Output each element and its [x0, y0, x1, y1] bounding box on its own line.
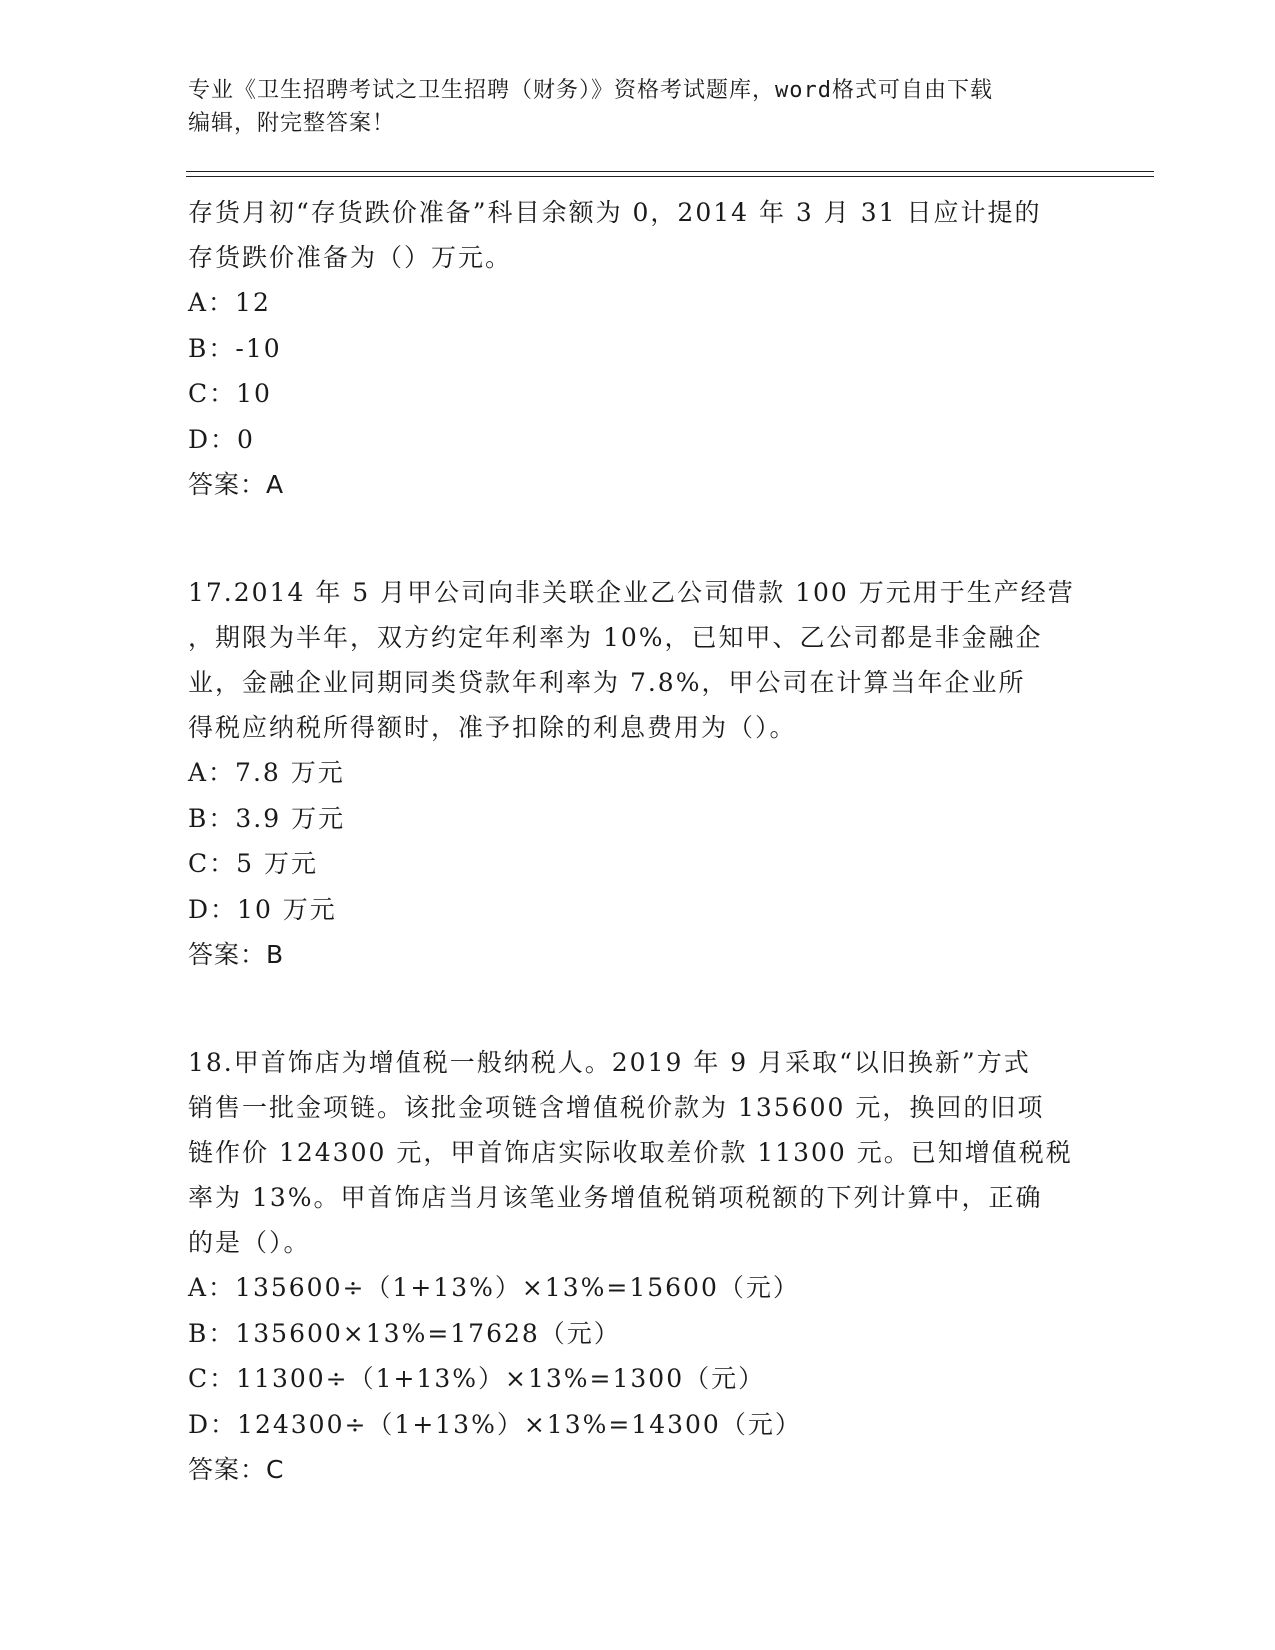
- spacer: [188, 507, 1078, 552]
- answer: 答案：B: [188, 940, 285, 969]
- option-c: C：11300÷（1+13%）×13%=1300（元）: [188, 1364, 766, 1393]
- option-b: B：-10: [188, 333, 282, 363]
- header-divider-bottom: [186, 176, 1154, 177]
- header-divider-top: [186, 171, 1154, 172]
- option-a: A：12: [188, 288, 271, 317]
- option-a: A：7.8 万元: [188, 758, 345, 787]
- question-text-line: 存货月初“存货跌价准备”科目余额为 0，2014 年 3 月 31 日应计提的: [188, 198, 1042, 227]
- option-d: D：124300÷（1+13%）×13%=14300（元）: [188, 1409, 802, 1439]
- answer: 答案：C: [188, 1455, 285, 1484]
- option-d: D：10 万元: [188, 894, 337, 924]
- question-17: [188, 570, 1078, 977]
- option-b: B：135600×13%=17628（元）: [188, 1318, 621, 1348]
- spacer: [188, 977, 1078, 1022]
- question-text-line: ，期限为半年，双方约定年利率为 10%，已知甲、乙公司都是非金融企: [188, 623, 1043, 652]
- question-text-line: 业，金融企业同期同类贷款年利率为 7.8%，甲公司在计算当年企业所: [188, 668, 1026, 697]
- option-d: D：0: [188, 424, 255, 454]
- question-16: [188, 190, 1078, 507]
- question-18: [188, 1040, 1078, 1492]
- question-text-line: 得税应纳税所得额时，准予扣除的利息费用为（）。: [188, 713, 797, 742]
- option-b: B：3.9 万元: [188, 803, 346, 833]
- question-text-line: 率为 13%。甲首饰店当月该笔业务增值税销项税额的下列计算中，正确: [188, 1183, 1043, 1212]
- question-text-line: 18.甲首饰店为增值税一般纳税人。2019 年 9 月采取“以旧换新”方式: [188, 1048, 1031, 1077]
- option-c: C：10: [188, 379, 272, 408]
- question-text-line: 的是（）。: [188, 1228, 311, 1257]
- question-text-line: 存货跌价准备为（）万元。: [188, 243, 513, 272]
- option-c: C：5 万元: [188, 849, 318, 878]
- question-text-line: 17.2014 年 5 月甲公司向非关联企业乙公司借款 100 万元用于生产经营: [188, 578, 1075, 607]
- header-line-2: 编辑，附完整答案！: [188, 111, 396, 136]
- question-text-line: 销售一批金项链。该批金项链含增值税价款为 135600 元，换回的旧项: [188, 1093, 1045, 1122]
- option-a: A：135600÷（1+13%）×13%=15600（元）: [188, 1273, 800, 1302]
- document-header: [188, 74, 1068, 140]
- question-text-line: 链作价 124300 元，甲首饰店实际收取差价款 11300 元。已知增值税税: [188, 1138, 1073, 1167]
- header-line-1: 专业《卫生招聘考试之卫生招聘（财务）》资格考试题库，word格式可自由下载: [188, 78, 993, 103]
- answer: 答案：A: [188, 470, 285, 499]
- question-list: [188, 190, 1078, 1492]
